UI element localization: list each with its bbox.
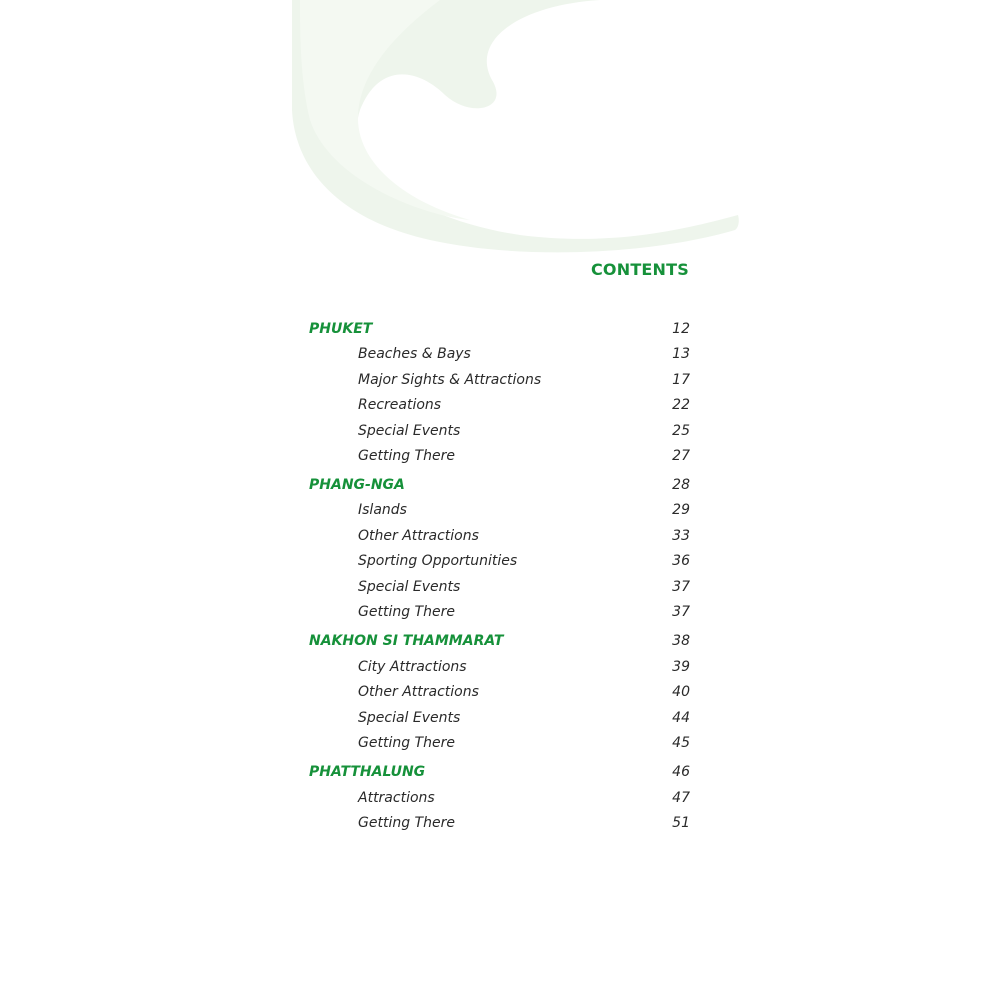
toc-label: Getting There — [358, 448, 455, 464]
toc-page-number: 12 — [672, 321, 690, 337]
page-title: CONTENTS — [590, 260, 689, 279]
toc-page-number: 27 — [672, 448, 690, 464]
toc-page-number: 13 — [672, 346, 690, 362]
toc-item[interactable] — [309, 526, 690, 546]
toc-page-number: 44 — [672, 710, 690, 726]
toc-page-number: 22 — [672, 397, 690, 413]
toc-label: Other Attractions — [358, 528, 479, 544]
toc-item[interactable] — [309, 577, 690, 597]
toc-item[interactable] — [309, 370, 690, 390]
toc-item[interactable] — [309, 421, 690, 441]
toc-section-nakhon-si-thammarat[interactable] — [309, 631, 690, 651]
toc-label: Getting There — [358, 815, 455, 831]
toc-label: Other Attractions — [358, 684, 479, 700]
toc-page-number: 29 — [672, 502, 690, 518]
toc-page-number: 36 — [672, 553, 690, 569]
toc-item[interactable] — [309, 395, 690, 415]
toc-section-phuket[interactable] — [309, 319, 690, 339]
toc-item[interactable] — [309, 551, 690, 571]
toc-item[interactable] — [309, 813, 690, 833]
toc-page-number: 39 — [672, 659, 690, 675]
toc-label: NAKHON SI THAMMARAT — [309, 633, 504, 649]
toc-item[interactable] — [309, 500, 690, 520]
toc-page-number: 51 — [672, 815, 690, 831]
toc-page-number: 40 — [672, 684, 690, 700]
toc-item[interactable] — [309, 708, 690, 728]
toc-label: PHUKET — [309, 321, 373, 337]
toc-page-number: 37 — [672, 579, 690, 595]
toc-item[interactable] — [309, 344, 690, 364]
toc-label: Major Sights & Attractions — [358, 372, 542, 388]
toc-label: Special Events — [358, 579, 461, 595]
toc-page-number: 37 — [672, 604, 690, 620]
toc-label: Attractions — [358, 790, 435, 806]
toc-section-phatthalung[interactable] — [309, 762, 690, 782]
toc-item[interactable] — [309, 733, 690, 753]
toc-label: PHATTHALUNG — [309, 764, 426, 780]
toc-page-number: 45 — [672, 735, 690, 751]
toc-page-number: 33 — [672, 528, 690, 544]
toc-item[interactable] — [309, 446, 690, 466]
toc-label: Getting There — [358, 604, 455, 620]
toc-label: Special Events — [358, 710, 461, 726]
toc-page-number: 47 — [672, 790, 690, 806]
toc-label: Beaches & Bays — [358, 346, 471, 362]
toc-label: Recreations — [358, 397, 442, 413]
toc-item[interactable] — [309, 657, 690, 677]
toc-page-number: 38 — [672, 633, 690, 649]
toc-item[interactable] — [309, 788, 690, 808]
toc-page-number: 25 — [672, 423, 690, 439]
toc-item[interactable] — [309, 682, 690, 702]
toc-item[interactable] — [309, 602, 690, 622]
toc-label: Sporting Opportunities — [358, 553, 518, 569]
toc-label: Special Events — [358, 423, 461, 439]
toc-label: PHANG-NGA — [309, 477, 405, 493]
toc-page-number: 17 — [672, 372, 690, 388]
toc-label: Getting There — [358, 735, 455, 751]
toc-page-number: 28 — [672, 477, 690, 493]
toc-label: Islands — [358, 502, 407, 518]
toc-page-number: 46 — [672, 764, 690, 780]
toc-section-phang-nga[interactable] — [309, 475, 690, 495]
toc-label: City Attractions — [358, 659, 467, 675]
